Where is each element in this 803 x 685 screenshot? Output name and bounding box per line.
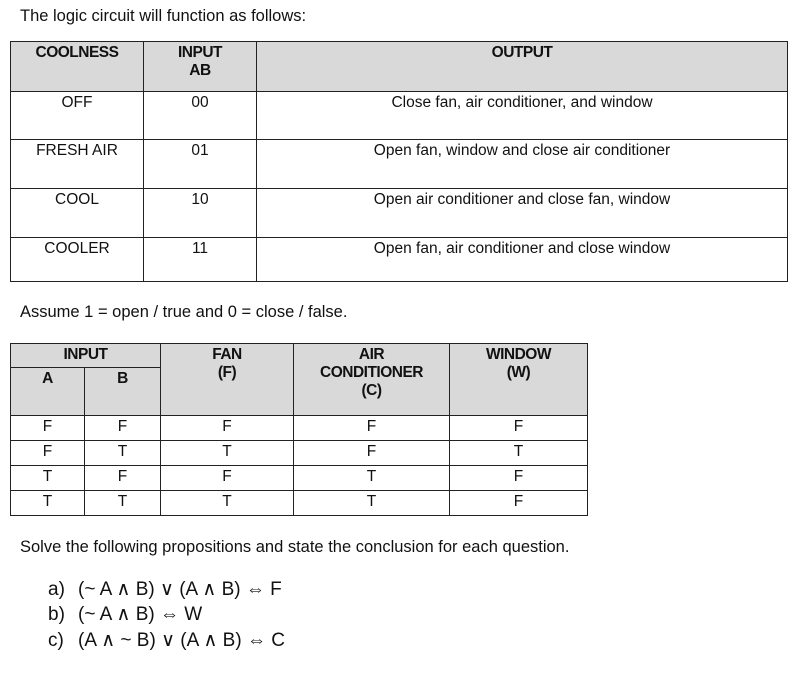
header-output: OUTPUT <box>257 42 788 92</box>
header-ac: AIR CONDITIONER (C) <box>294 344 450 416</box>
table-cell: T <box>161 491 294 516</box>
proposition-b: b) (~ A ∧ B) ⇔ W <box>48 604 203 625</box>
table-cell: T <box>294 491 450 516</box>
header-a: A <box>11 368 85 416</box>
table-cell: T <box>161 441 294 466</box>
coolness-table <box>10 41 788 282</box>
header-fan: FAN (F) <box>161 344 294 416</box>
table-cell: Open fan, air conditioner and close window <box>257 238 788 282</box>
table-row <box>11 92 788 140</box>
table-cell: F <box>450 466 588 491</box>
table-cell: F <box>294 441 450 466</box>
table-cell: Close fan, air conditioner, and window <box>257 92 788 140</box>
table-row <box>11 140 788 189</box>
table-cell: F <box>450 416 588 441</box>
header-b: B <box>85 368 161 416</box>
table-cell: OFF <box>11 92 144 140</box>
table-cell: F <box>85 416 161 441</box>
header-coolness: COOLNESS <box>11 42 144 92</box>
table-cell: COOLER <box>11 238 144 282</box>
table-cell: Open air conditioner and close fan, window <box>257 189 788 238</box>
table-cell: T <box>11 491 85 516</box>
table-row <box>11 466 588 491</box>
table-row <box>11 189 788 238</box>
table-cell: 10 <box>144 189 257 238</box>
table-cell: F <box>161 466 294 491</box>
proposition-a: a) (~ A ∧ B) ∨ (A ∧ B) ⇔ F <box>48 579 282 600</box>
proposition-c: c) (A ∧ ~ B) ∨ (A ∧ B) ⇔ C <box>48 630 285 651</box>
table-cell: F <box>450 491 588 516</box>
table-cell: T <box>85 441 161 466</box>
assume-text: Assume 1 = open / true and 0 = close / false. <box>20 303 348 321</box>
table-row <box>11 416 588 441</box>
table-cell: F <box>11 441 85 466</box>
table-cell: 11 <box>144 238 257 282</box>
table-cell: 00 <box>144 92 257 140</box>
header-input: INPUT AB <box>144 42 257 92</box>
table-cell: T <box>85 491 161 516</box>
table-cell: F <box>85 466 161 491</box>
header-window: WINDOW (W) <box>450 344 588 416</box>
table-cell: T <box>450 441 588 466</box>
table-row <box>11 441 588 466</box>
table-cell: T <box>294 466 450 491</box>
table-cell: FRESH AIR <box>11 140 144 189</box>
instruction-text: Solve the following propositions and state the conclusion for each question. <box>20 538 570 556</box>
table-cell: COOL <box>11 189 144 238</box>
table-cell: T <box>11 466 85 491</box>
table-row <box>11 491 588 516</box>
table-cell: F <box>161 416 294 441</box>
table-cell: F <box>294 416 450 441</box>
table-cell: Open fan, window and close air conditioner <box>257 140 788 189</box>
intro-text: The logic circuit will function as follows: <box>20 7 307 25</box>
table-cell: 01 <box>144 140 257 189</box>
truth-table <box>10 343 588 516</box>
header-input: INPUT <box>11 344 161 368</box>
table-cell: F <box>11 416 85 441</box>
table-row <box>11 238 788 282</box>
